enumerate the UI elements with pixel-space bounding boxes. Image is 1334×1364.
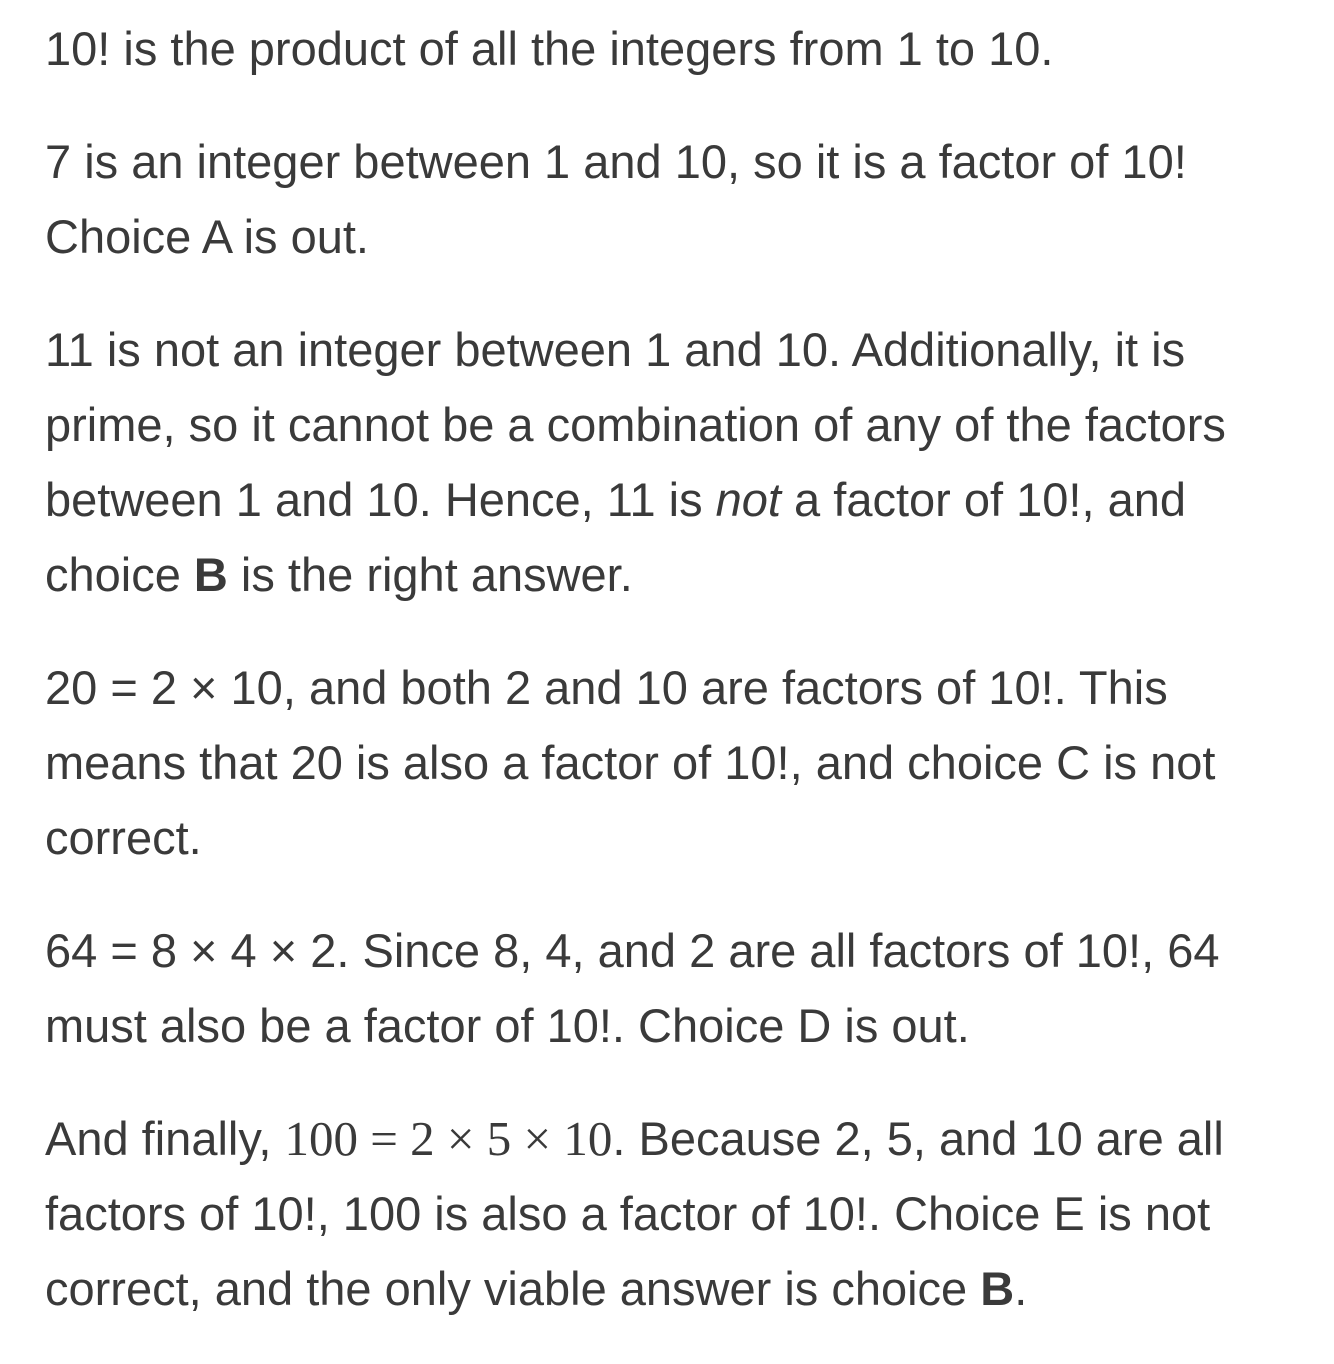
text-segment: 10! is the product of all the integers from 1 to 10.: [45, 22, 1054, 75]
emphasis-text: not: [715, 473, 781, 526]
paragraph-definition: [45, 11, 1307, 86]
text-segment: 11 is not an integer between 1 and 10. Additionally, it is prime, so it cannot be a combination of any of the factors between 1 and 10. Hence, 11 is: [45, 323, 1226, 526]
paragraph-choice-d: [45, 913, 1307, 1063]
paragraph-choice-e: [45, 1101, 1307, 1326]
paragraph-choice-c: [45, 650, 1307, 875]
answer-letter: B: [980, 1262, 1015, 1315]
answer-letter: B: [193, 548, 228, 601]
text-segment: is the right answer.: [227, 548, 633, 601]
text-segment: 7 is an integer between 1 and 10, so it is a factor of 10! Choice A is out.: [45, 135, 1187, 263]
text-segment: 20 = 2 × 10, and both 2 and 10 are factors of 10!. This means that 20 is also a factor of 10!, and choice C is not correct.: [45, 661, 1216, 864]
paragraph-choice-a: [45, 124, 1307, 274]
text-segment: .: [1014, 1262, 1028, 1315]
math-expression: 100 = 2 × 5 × 10: [284, 1111, 613, 1166]
solution-explanation: [45, 11, 1307, 1364]
text-segment: . Because 2, 5, and 10 are all factors of 10!, 100 is also a factor of 10!. Choice E is not correct, and the only viable answer is choice: [45, 1112, 1224, 1315]
paragraph-choice-b: [45, 312, 1307, 612]
text-segment: 64 = 8 × 4 × 2. Since 8, 4, and 2 are all factors of 10!, 64 must also be a factor of 10!. Choice D is out.: [45, 924, 1220, 1052]
text-segment: And finally,: [45, 1112, 285, 1165]
text-segment: a factor of 10!, and choice: [45, 473, 1186, 601]
